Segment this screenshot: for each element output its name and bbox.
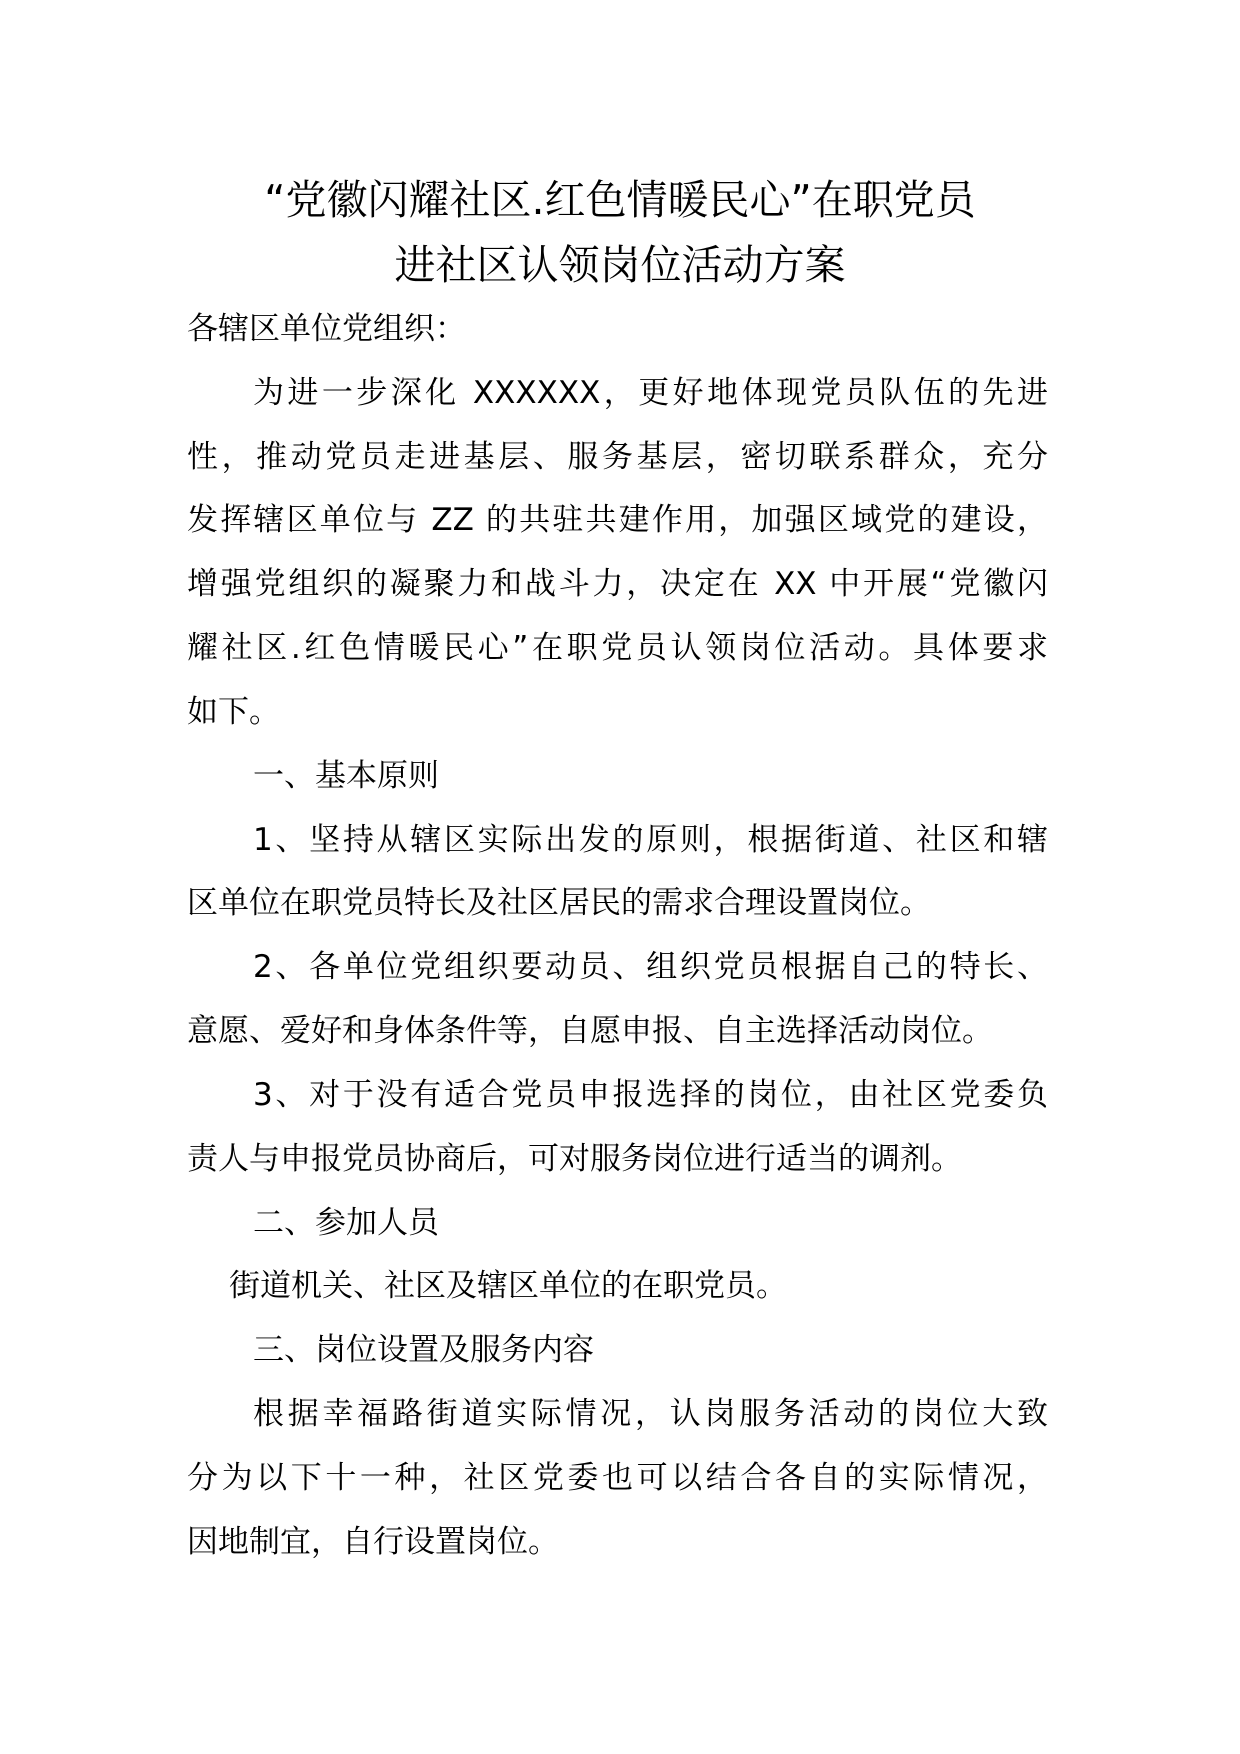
principle-2-line: 意愿、爱好和身体条件等，自愿申报、自主选择活动岗位。 bbox=[187, 1013, 993, 1049]
participants-text: 街道机关、社区及辖区单位的在职党员。 bbox=[229, 1268, 787, 1304]
section-heading-principles: 一、基本原则 bbox=[253, 758, 439, 794]
intro-line: 增强党组织的凝聚力和战斗力，决定在 XX 中开展“党徽闪 bbox=[187, 566, 1048, 602]
principle-1-line: 区单位在职党员特长及社区居民的需求合理设置岗位。 bbox=[187, 885, 931, 921]
intro-line: 如下。 bbox=[187, 694, 280, 730]
positions-line: 因地制宜，自行设置岗位。 bbox=[187, 1524, 559, 1560]
section-heading-positions: 三、岗位设置及服务内容 bbox=[253, 1332, 594, 1368]
section-heading-participants: 二、参加人员 bbox=[253, 1205, 439, 1241]
principle-3-line: 3、对于没有适合党员申报选择的岗位，由社区党委负 bbox=[253, 1077, 1048, 1113]
principle-2-line: 2、各单位党组织要动员、组织党员根据自己的特长、 bbox=[253, 949, 1048, 985]
positions-line: 根据幸福路街道实际情况，认岗服务活动的岗位大致 bbox=[253, 1396, 1048, 1432]
intro-line: 发挥辖区单位与 ZZ 的共驻共建作用，加强区域党的建设， bbox=[187, 502, 1048, 538]
intro-line: 耀社区.红色情暖民心”在职党员认领岗位活动。具体要求 bbox=[187, 630, 1048, 666]
salutation: 各辖区单位党组织： bbox=[187, 311, 466, 347]
intro-line: 为进一步深化 XXXXXX，更好地体现党员队伍的先进 bbox=[253, 375, 1048, 411]
principle-1-line: 1、坚持从辖区实际出发的原则，根据街道、社区和辖 bbox=[253, 822, 1048, 858]
intro-line: 性，推动党员走进基层、服务基层，密切联系群众，充分 bbox=[187, 439, 1048, 475]
document-title-line-2: 进社区认领岗位活动方案 bbox=[394, 241, 846, 289]
positions-line: 分为以下十一种，社区党委也可以结合各自的实际情况， bbox=[187, 1460, 1048, 1496]
principle-3-line: 责人与申报党员协商后，可对服务岗位进行适当的调剂。 bbox=[187, 1141, 962, 1177]
document-title-line-1: “党徽闪耀社区.红色情暖民心”在职党员 bbox=[264, 176, 976, 224]
